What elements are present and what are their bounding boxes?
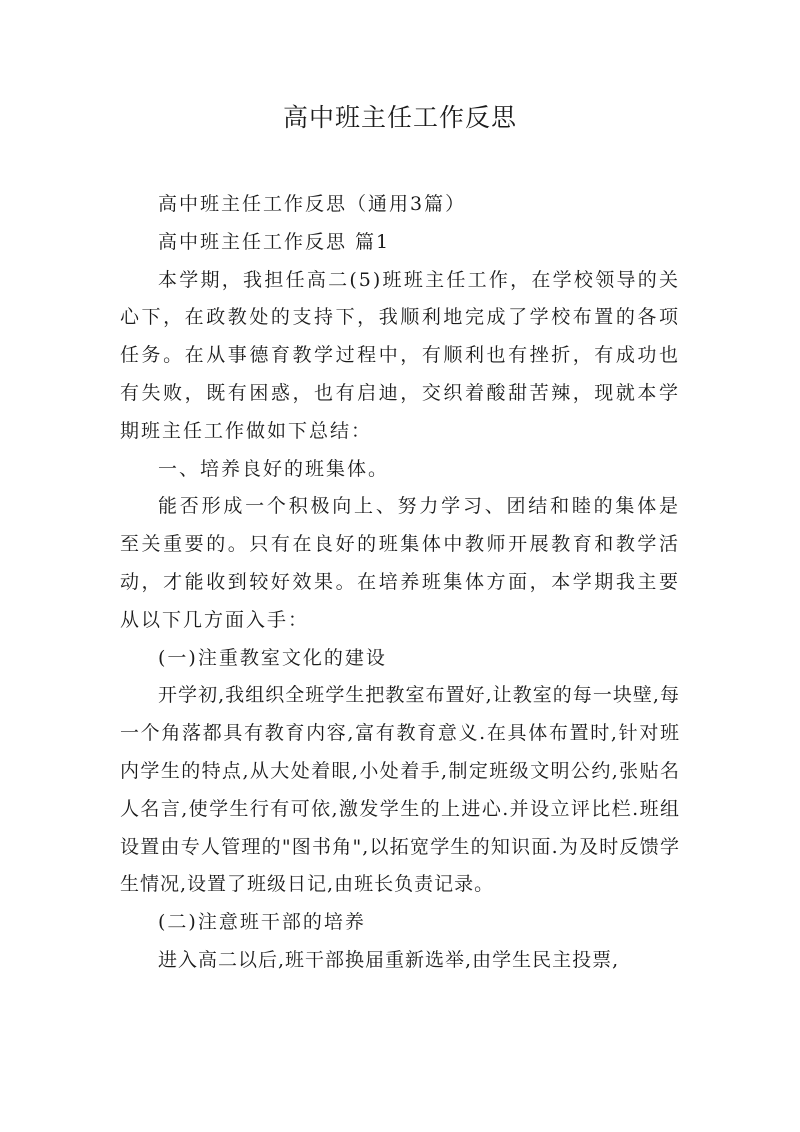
body-paragraph: 开学初,我组织全班学生把教室布置好,让教室的每一块壁,每一个角落都具有教育内容,富有教育意义.在具体布置时,针对班内学生的特点,从大处着眼,小处着手,制定班级文明公约,张贴名人名言,使学生行有可依,激发学生的上进心.并设立评比栏.班组设置由专人管理的"图书角",以拓宽学生的知识面.为及时反馈学生情况,设置了班级日记,由班长负责记录。	[120, 684, 680, 896]
body-paragraph: 能否形成一个积极向上、努力学习、团结和睦的集体是至关重要的。只有在良好的班集体中教师开展教育和教学活动，才能收到较好效果。在培养班集体方面，本学期我主要从以下几方面入手：	[120, 495, 680, 631]
section-heading: 一、培养良好的班集体。	[158, 457, 390, 480]
subtitle-paragraph: 高中班主任工作反思（通用3篇）	[158, 193, 467, 215]
body-paragraph: 进入高二以后,班干部换届重新选举,由学生民主投票,	[158, 948, 620, 971]
document-body	[120, 186, 680, 980]
subsection-heading: (二)注意班干部的培养	[158, 911, 366, 934]
section-heading: 高中班主任工作反思 篇1	[158, 230, 391, 253]
document-title: 高中班主任工作反思	[282, 103, 517, 132]
body-paragraph: 本学期，我担任高二(5)班班主任工作，在学校领导的关心下，在政教处的支持下，我顺利地完成了学校布置的各项任务。在从事德育教学过程中，有顺利也有挫折，有成功也有失败，既有困惑，也有启迪，交织着酸甜苦辣，现就本学期班主任工作做如下总结：	[120, 268, 680, 442]
subsection-heading: (一)注重教室文化的建设	[158, 646, 387, 669]
